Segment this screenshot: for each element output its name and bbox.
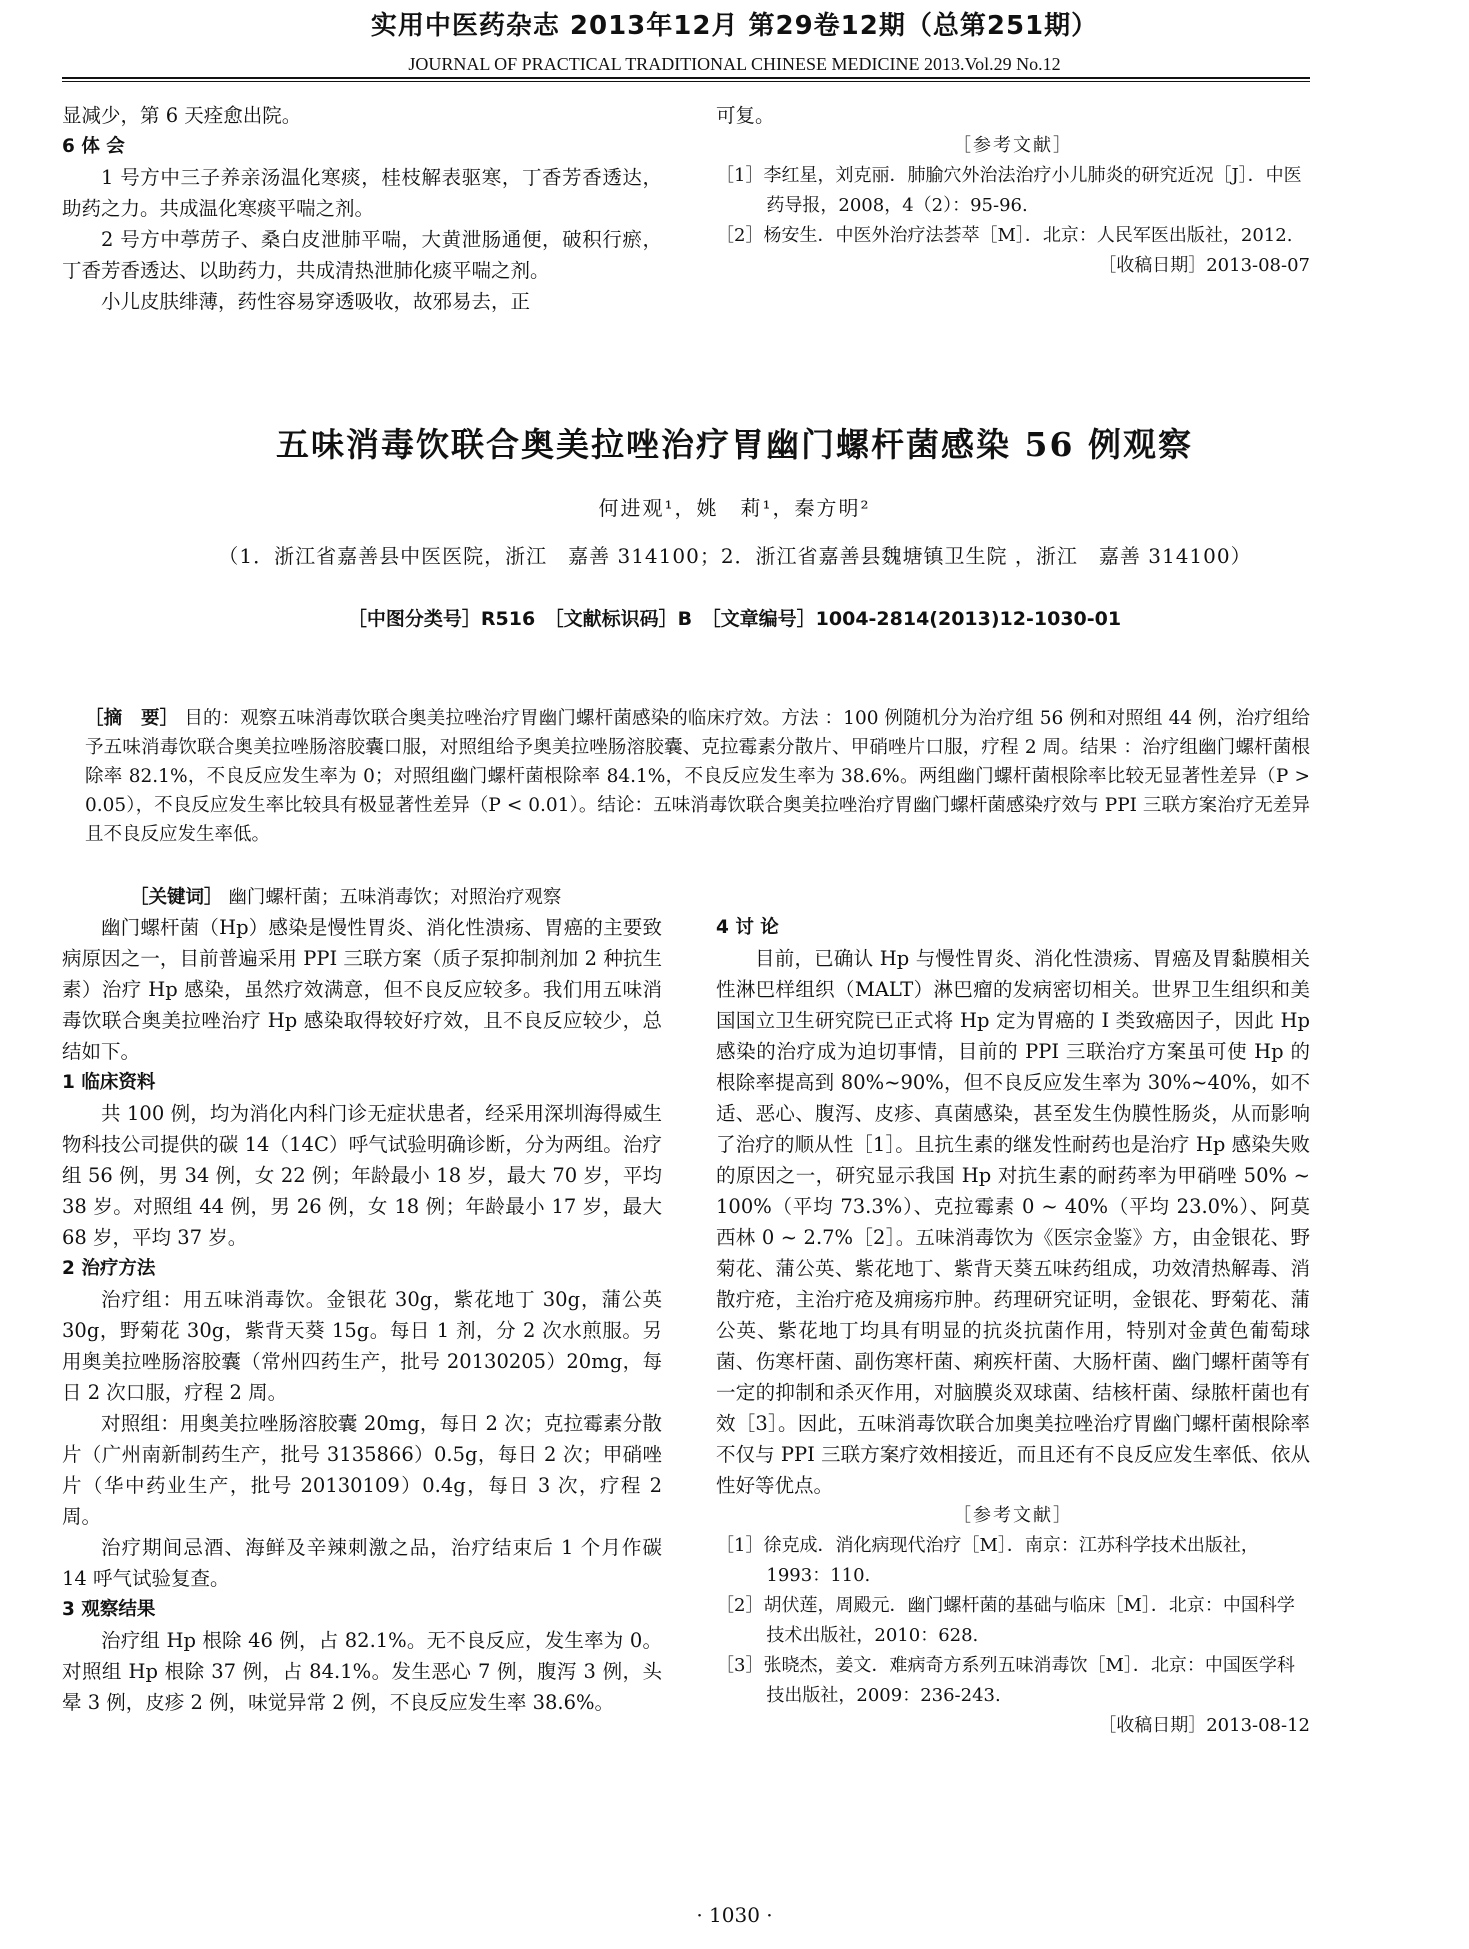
reference-item: ［1］徐克成．消化病现代治疗［M］．南京：江苏科学技术出版社，1993：110.	[716, 1535, 1259, 1586]
paragraph: 目前，已确认 Hp 与慢性胃炎、消化性溃疡、胃癌及胃黏膜相关性淋巴样组织（MALT）淋巴瘤的发病密切相关。世界卫生组织和美国国立卫生研究院已正式将 Hp 定为胃癌的 I 类致癌因子，因此 Hp 感染的治疗成为迫切事情，目前的 PPI 三联治疗方案虽可使 Hp 的根除率提高到 80%~90%，但不良反应发生率为 30%~40%，如不适、恶心、腹泻、皮疹、真菌感染，甚至发生伪膜性肠炎，从而影响了治疗的顺从性［1］。且抗生素的继发性耐药也是治疗 Hp 感染失败的原因之一，研究显示我国 Hp 对抗生素的耐药率为甲硝唑 50% ~ 100%（平均 73.3%）、克拉霉素 0 ~ 40%（平均 23.0%）、阿莫西林 0 ~ 2.7%［2］。五味消毒饮为《医宗金鉴》方，由金银花、野菊花、蒲公英、紫花地丁、紫背天葵五味药组成，功效清热解毒、消散疔疮，主治疔疮及痈疡疖肿。药理研究证明，金银花、野菊花、蒲公英、紫花地丁均具有明显的抗炎抗菌作用，特别对金黄色葡萄球菌、伤寒杆菌、副伤寒杆菌、痢疾杆菌、大肠杆菌、幽门螺杆菌等有一定的抑制和杀灭作用，对脑膜炎双球菌、结核杆菌、绿脓杆菌也有效［3］。因此，五味消毒饮联合加奥美拉唑治疗胃幽门螺杆菌根除率不仅与 PPI 三联方案疗效相接近，而且还有不良反应发生率低、依从性好等优点。	[716, 947, 1310, 1497]
abstract	[85, 704, 1310, 849]
references-title: ［参考文献］	[953, 135, 1073, 156]
journal-header-cn: 实用中医药杂志 2013年12月 第29卷12期（总第251期）	[370, 11, 1099, 41]
received-date: ［收稿日期］2013-08-12	[1098, 1715, 1310, 1736]
paragraph: 治疗期间忌酒、海鲜及辛辣刺激之品，治疗结束后 1 个月作碳 14 呼气试验复查。	[62, 1536, 662, 1590]
section-heading: 3 观察结果	[62, 1599, 156, 1620]
paragraph: 对照组：用奥美拉唑肠溶胶囊 20mg，每日 2 次；克拉霉素分散片（广州南新制药生产，批号 3135866）0.5g，每日 2 次；甲硝唑片（华中药业生产，批号 20130109）0.4g，每日 3 次，疗程 2 周。	[62, 1412, 662, 1528]
keywords-label: ［关键词］	[130, 887, 223, 908]
article-title: 五味消毒饮联合奥美拉唑治疗胃幽门螺杆菌感染 56 例观察	[276, 425, 1193, 464]
section-heading: 1 临床资料	[62, 1072, 156, 1093]
paragraph: 幽门螺杆菌（Hp）感染是慢性胃炎、消化性溃疡、胃癌的主要致病原因之一，目前普遍采用 PPI 三联方案（质子泵抑制剂加 2 种抗生素）治疗 Hp 感染，虽然疗效满意，但不良反应较多。我们用五味消毒饮联合奥美拉唑治疗 Hp 感染取得较好疗效，且不良反应较少，总结如下。	[62, 916, 662, 1063]
classification-line: ［中图分类号］R516 ［文献标识码］B ［文章编号］1004-2814(2013)12-1030-01	[347, 608, 1122, 630]
reference-item: ［2］杨安生．中医外治疗法荟萃［M］．北京：人民军医出版社，2012.	[716, 225, 1293, 246]
paragraph: 小儿皮肤绯薄，药性容易穿透吸收，故邪易去，正	[101, 290, 531, 313]
abstract-label: ［摘 要］	[85, 708, 179, 729]
paragraph: 共 100 例，均为消化内科门诊无症状患者，经采用深圳海得威生物科技公司提供的碳 14（14C）呼气试验明确诊断，分为两组。治疗组 56 例，男 34 例，女 22 例；年龄最小 18 岁，最大 70 岁，平均 38 岁。对照组 44 例，男 26 例，女 18 例；年龄最小 17 岁，最大 68 岁，平均 37 岁。	[62, 1102, 662, 1249]
page-number: · 1030 ·	[696, 1903, 773, 1927]
section-heading: 6 体 会	[62, 136, 125, 157]
paragraph: 显减少，第 6 天痊愈出院。	[62, 104, 302, 127]
journal-header-en: JOURNAL OF PRACTICAL TRADITIONAL CHINESE MEDICINE 2013.Vol.29 No.12	[408, 54, 1061, 74]
header-rule	[62, 77, 1310, 79]
paragraph: 治疗组 Hp 根除 46 例，占 82.1%。无不良反应，发生率为 0。对照组 Hp 根除 37 例，占 84.1%。发生恶心 7 例，腹泻 3 例，头晕 3 例，皮疹 2 例，味觉异常 2 例，不良反应发生率 38.6%。	[62, 1629, 662, 1714]
reference-item: ［3］张晓杰，姜文．难病奇方系列五味消毒饮［M］．北京：中国医学科技出版社，2009：236-243.	[716, 1655, 1295, 1706]
paragraph: 可复。	[716, 104, 775, 127]
keywords	[130, 884, 770, 912]
author-affiliations: （1．浙江省嘉善县中医医院，浙江 嘉善 314100；2．浙江省嘉善县魏塘镇卫生院 ，浙江 嘉善 314100）	[218, 544, 1252, 568]
reference-item: ［1］李红星，刘克丽．肺腧穴外治法治疗小儿肺炎的研究近况［J］．中医药导报，2008，4（2）：95-96.	[716, 165, 1302, 216]
abstract-text: 目的：观察五味消毒饮联合奥美拉唑治疗胃幽门螺杆菌感染的临床疗效。方法 ：100 例随机分为治疗组 56 例和对照组 44 例，治疗组给予五味消毒饮联合奥美拉唑肠溶胶囊口服，对照组给予奥美拉唑肠溶胶囊、克拉霉素分散片、甲硝唑片口服，疗程 2 周。结果 ：治疗组幽门螺杆菌根除率 82.1%，不良反应发生率为 0；对照组幽门螺杆菌根除率 84.1%，不良反应发生率为 38.6%。两组幽门螺杆菌根除率比较无显著性差异（P > 0.05），不良反应发生率比较具有极显著性差异（P < 0.01）。结论：五味消毒饮联合奥美拉唑治疗胃幽门螺杆菌感染疗效与 PPI 三联方案治疗无差异且不良反应发生率低。	[85, 708, 1310, 845]
keywords-text: 幽门螺杆菌；五味消毒饮；对照治疗观察	[228, 887, 562, 908]
received-date: ［收稿日期］2013-08-07	[1098, 255, 1310, 276]
paragraph: 2 号方中葶苈子、桑白皮泄肺平喘，大黄泄肠通便，破积行瘀，丁香芳香透达、以助药力，共成清热泄肺化痰平喘之剂。	[62, 228, 662, 282]
paragraph: 1 号方中三子养亲汤温化寒痰，桂枝解表驱寒，丁香芳香透达，助药之力。共成温化寒痰平喘之剂。	[62, 166, 662, 220]
paragraph: 治疗组：用五味消毒饮。金银花 30g，紫花地丁 30g，蒲公英 30g，野菊花 30g，紫背天葵 15g。每日 1 剂，分 2 次水煎服。另用奥美拉唑肠溶胶囊（常州四药生产，批号 20130205）20mg，每日 2 次口服，疗程 2 周。	[62, 1288, 662, 1404]
article-left-column	[62, 912, 662, 1718]
reference-item: ［2］胡伏莲，周殿元．幽门螺杆菌的基础与临床［M］．北京：中国科学技术出版社，2010：628.	[716, 1595, 1295, 1646]
article-right-column	[716, 912, 1310, 1741]
header-rule-thin	[62, 81, 1310, 82]
references-title: ［参考文献］	[953, 1505, 1073, 1526]
prev-article-right-column	[716, 100, 1310, 281]
section-heading: 4 讨 论	[716, 917, 779, 938]
article-authors: 何进观¹，姚 莉¹，秦方明²	[598, 496, 871, 520]
section-heading: 2 治疗方法	[62, 1258, 156, 1279]
prev-article-left-column	[62, 100, 662, 317]
